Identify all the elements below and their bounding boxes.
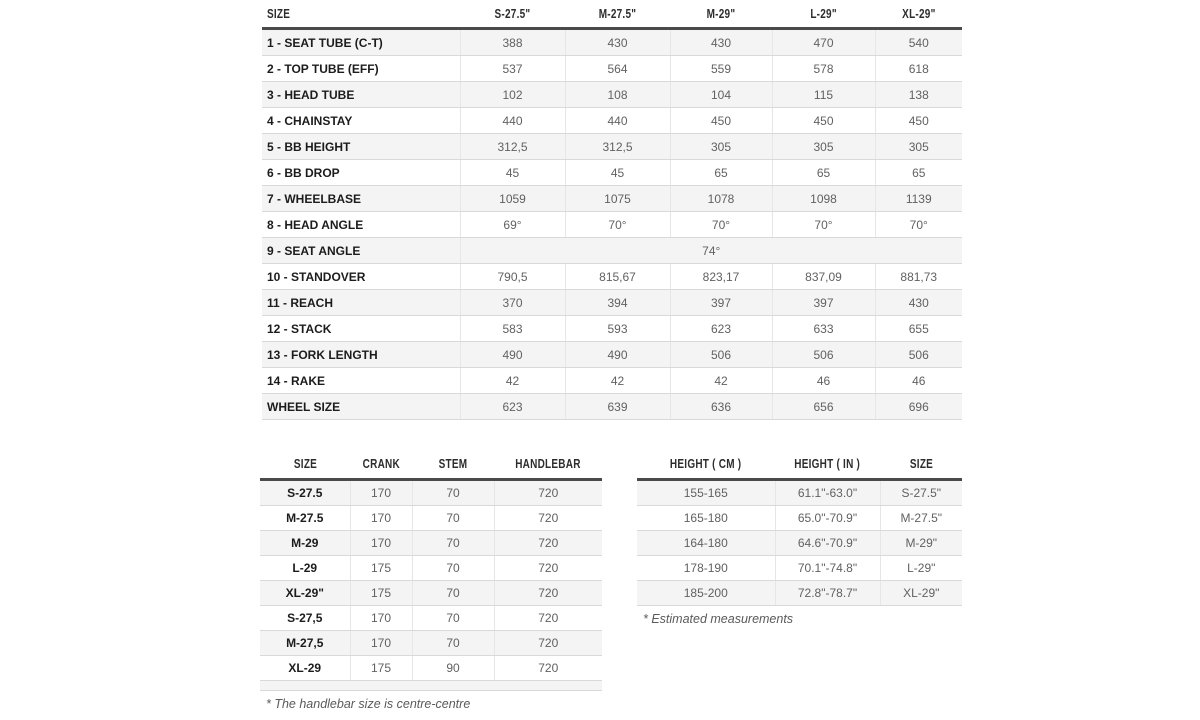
cell-value: 170 (350, 531, 412, 556)
cell-value: 1075 (565, 186, 670, 212)
column-header-crank (350, 450, 412, 480)
cell-value: 305 (670, 134, 772, 160)
cell-value: 440 (460, 108, 565, 134)
cell-value: 70° (670, 212, 772, 238)
cell-value: 430 (670, 29, 772, 56)
column-header-label: SIZE (267, 6, 291, 21)
row-label: 5 - BB HEIGHT (262, 134, 460, 160)
table-row (262, 264, 962, 290)
cell-value: 720 (494, 556, 602, 581)
cell-value: 394 (565, 290, 670, 316)
table-row (260, 631, 602, 656)
table-row (637, 480, 962, 506)
cell-value: 720 (494, 480, 602, 506)
cell-value: 623 (670, 316, 772, 342)
cell-value: 74° (460, 238, 962, 264)
components-table (260, 450, 602, 691)
cell-value: 388 (460, 29, 565, 56)
frame-geometry-table (262, 0, 962, 420)
cell-value: 178-190 (637, 556, 775, 581)
cell-value: 108 (565, 82, 670, 108)
column-header-label: CRANK (362, 457, 400, 471)
column-header-m-29 (670, 0, 772, 29)
cell-value: 450 (875, 108, 962, 134)
cell-value: S-27.5 (260, 480, 350, 506)
cell-value: 1098 (772, 186, 875, 212)
cell-value: 450 (772, 108, 875, 134)
cell-value: M-29 (260, 531, 350, 556)
column-header-handlebar (494, 450, 602, 480)
cell-value: 397 (772, 290, 875, 316)
cell-value: 720 (494, 581, 602, 606)
column-header-l-29 (772, 0, 875, 29)
cell-value: 656 (772, 394, 875, 420)
cell-value: 72.8"-78.7" (775, 581, 880, 606)
cell-value: 70 (412, 581, 494, 606)
cell-value: 720 (494, 506, 602, 531)
cell-value: 564 (565, 56, 670, 82)
cell-value: 102 (460, 82, 565, 108)
cell-value: 305 (875, 134, 962, 160)
cell-value: 1078 (670, 186, 772, 212)
row-label: 8 - HEAD ANGLE (262, 212, 460, 238)
row-label: 9 - SEAT ANGLE (262, 238, 460, 264)
cell-value: 45 (460, 160, 565, 186)
cell-value: 636 (670, 394, 772, 420)
rider-height-table (637, 450, 962, 606)
cell-value: 64.6"-70.9" (775, 531, 880, 556)
table-row (262, 238, 962, 264)
cell-value: 70 (412, 606, 494, 631)
table-row (637, 531, 962, 556)
cell-value: 1059 (460, 186, 565, 212)
cell-value: 42 (565, 368, 670, 394)
table-row (260, 656, 602, 681)
cell-value: 65 (670, 160, 772, 186)
row-label: 12 - STACK (262, 316, 460, 342)
column-header-label: M-27.5" (598, 6, 637, 21)
table-row (260, 556, 602, 581)
cell-value: 583 (460, 316, 565, 342)
cell-value: 430 (565, 29, 670, 56)
row-label: 4 - CHAINSTAY (262, 108, 460, 134)
column-header-height-cm (637, 450, 775, 480)
cell-value: 618 (875, 56, 962, 82)
cell-value: 42 (670, 368, 772, 394)
cell-value: M-27.5" (880, 506, 962, 531)
cell-value: 42 (460, 368, 565, 394)
empty-cell (260, 681, 602, 691)
cell-value: 696 (875, 394, 962, 420)
cell-value: M-29" (880, 531, 962, 556)
cell-value: 1139 (875, 186, 962, 212)
cell-value: 165-180 (637, 506, 775, 531)
cell-value: 823,17 (670, 264, 772, 290)
cell-value: 164-180 (637, 531, 775, 556)
column-header-label: M-29" (706, 6, 736, 21)
cell-value: S-27,5 (260, 606, 350, 631)
table-row (262, 290, 962, 316)
cell-value: 540 (875, 29, 962, 56)
cell-value: 175 (350, 556, 412, 581)
cell-value: 450 (670, 108, 772, 134)
geometry-header-row (262, 0, 962, 29)
cell-value: L-29" (880, 556, 962, 581)
column-header-m-27-5 (565, 0, 670, 29)
table-row (260, 606, 602, 631)
table-row (262, 108, 962, 134)
cell-value: 720 (494, 631, 602, 656)
table-row (262, 342, 962, 368)
row-label: 10 - STANDOVER (262, 264, 460, 290)
cell-value: 506 (772, 342, 875, 368)
cell-value: 170 (350, 480, 412, 506)
column-header-label: S-27.5" (494, 6, 531, 21)
cell-value: 593 (565, 316, 670, 342)
row-label: 14 - RAKE (262, 368, 460, 394)
cell-value: 578 (772, 56, 875, 82)
cell-value: 175 (350, 581, 412, 606)
cell-value: 70 (412, 506, 494, 531)
estimated-measurements-footnote: * Estimated measurements (643, 612, 794, 626)
column-header-label: SIZE (909, 457, 933, 471)
table-row (637, 556, 962, 581)
cell-value: 61.1"-63.0" (775, 480, 880, 506)
cell-value: 720 (494, 606, 602, 631)
row-label: WHEEL SIZE (262, 394, 460, 420)
cell-value: 65 (875, 160, 962, 186)
cell-value: XL-29 (260, 656, 350, 681)
cell-value: 881,73 (875, 264, 962, 290)
table-row (260, 506, 602, 531)
column-header-s-27-5 (460, 0, 565, 29)
cell-value: M-27,5 (260, 631, 350, 656)
table-row (260, 531, 602, 556)
column-header-label: SIZE (293, 457, 317, 471)
cell-value: 537 (460, 56, 565, 82)
cell-value: 639 (565, 394, 670, 420)
cell-value: 633 (772, 316, 875, 342)
cell-value: 490 (460, 342, 565, 368)
cell-value: 430 (875, 290, 962, 316)
column-header-size (262, 0, 460, 29)
cell-value: 559 (670, 56, 772, 82)
column-header-label: HANDLEBAR (515, 457, 581, 471)
table-row (262, 316, 962, 342)
cell-value: 470 (772, 29, 875, 56)
row-label: 11 - REACH (262, 290, 460, 316)
cell-value: 720 (494, 656, 602, 681)
column-header-size (880, 450, 962, 480)
components-header-row (260, 450, 602, 480)
cell-value: 70° (772, 212, 875, 238)
height-header-row (637, 450, 962, 480)
cell-value: 185-200 (637, 581, 775, 606)
cell-value: 155-165 (637, 480, 775, 506)
cell-value: 46 (772, 368, 875, 394)
row-label: 2 - TOP TUBE (EFF) (262, 56, 460, 82)
column-header-label: L-29" (810, 6, 837, 21)
row-label: 7 - WHEELBASE (262, 186, 460, 212)
row-label: 3 - HEAD TUBE (262, 82, 460, 108)
cell-value: 305 (772, 134, 875, 160)
table-row (262, 56, 962, 82)
cell-value: 170 (350, 506, 412, 531)
table-row (262, 82, 962, 108)
cell-value: 506 (670, 342, 772, 368)
column-header-label: HEIGHT ( CM ) (670, 457, 742, 471)
table-row (262, 134, 962, 160)
cell-value: 170 (350, 606, 412, 631)
table-row (262, 160, 962, 186)
cell-value: 490 (565, 342, 670, 368)
cell-value: XL-29" (260, 581, 350, 606)
cell-value: 312,5 (565, 134, 670, 160)
cell-value: 440 (565, 108, 670, 134)
cell-value: 70 (412, 631, 494, 656)
cell-value: 138 (875, 82, 962, 108)
column-header-xl-29 (875, 0, 962, 29)
table-row (260, 480, 602, 506)
cell-value: 312,5 (460, 134, 565, 160)
table-row (262, 368, 962, 394)
cell-value: 397 (670, 290, 772, 316)
column-header-size (260, 450, 350, 480)
cell-value: 65 (772, 160, 875, 186)
cell-value: 720 (494, 531, 602, 556)
cell-value: 70.1"-74.8" (775, 556, 880, 581)
cell-value: 104 (670, 82, 772, 108)
cell-value: 815,67 (565, 264, 670, 290)
cell-value: 65.0"-70.9" (775, 506, 880, 531)
table-row (637, 506, 962, 531)
cell-value: 370 (460, 290, 565, 316)
cell-value: S-27.5" (880, 480, 962, 506)
cell-value: 70 (412, 531, 494, 556)
cell-value: 90 (412, 656, 494, 681)
row-label: 6 - BB DROP (262, 160, 460, 186)
cell-value: 70 (412, 480, 494, 506)
cell-value: 46 (875, 368, 962, 394)
cell-value: XL-29" (880, 581, 962, 606)
cell-value: 790,5 (460, 264, 565, 290)
cell-value: 70° (875, 212, 962, 238)
column-header-stem (412, 450, 494, 480)
cell-value: 115 (772, 82, 875, 108)
empty-row (260, 681, 602, 691)
cell-value: L-29 (260, 556, 350, 581)
row-label: 1 - SEAT TUBE (C-T) (262, 29, 460, 56)
row-label: 13 - FORK LENGTH (262, 342, 460, 368)
cell-value: 506 (875, 342, 962, 368)
table-row (637, 581, 962, 606)
column-header-label: XL-29" (901, 6, 936, 21)
cell-value: 655 (875, 316, 962, 342)
table-row (262, 186, 962, 212)
table-row (262, 394, 962, 420)
table-row (260, 581, 602, 606)
cell-value: 45 (565, 160, 670, 186)
cell-value: 70° (565, 212, 670, 238)
column-header-height-in (775, 450, 880, 480)
column-header-label: STEM (438, 457, 468, 471)
cell-value: 623 (460, 394, 565, 420)
cell-value: 837,09 (772, 264, 875, 290)
cell-value: 69° (460, 212, 565, 238)
cell-value: M-27.5 (260, 506, 350, 531)
cell-value: 170 (350, 631, 412, 656)
cell-value: 175 (350, 656, 412, 681)
handlebar-size-footnote: * The handlebar size is centre-centre (266, 697, 471, 711)
cell-value: 70 (412, 556, 494, 581)
table-row (262, 29, 962, 56)
column-header-label: HEIGHT ( IN ) (794, 457, 861, 471)
table-row (262, 212, 962, 238)
